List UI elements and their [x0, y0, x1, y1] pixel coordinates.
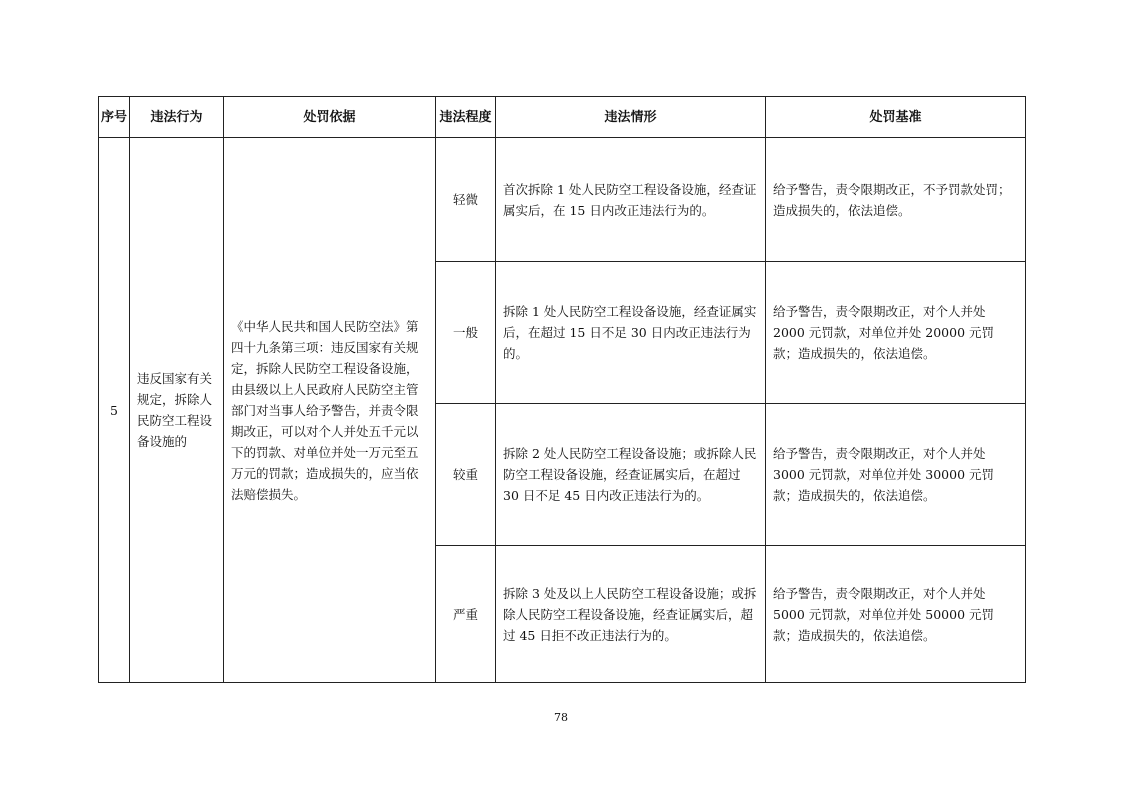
cell-seq: 5 — [99, 138, 130, 683]
cell-standard: 给予警告，责令限期改正，对个人并处 2000 元罚款，对单位并处 20000 元罚款；造成损失的，依法追偿。 — [766, 262, 1026, 404]
header-basis: 处罚依据 — [224, 97, 436, 138]
table-header-row — [99, 97, 1026, 138]
cell-degree: 轻微 — [436, 138, 496, 262]
cell-behavior: 违反国家有关规定，拆除人民防空工程设备设施的 — [130, 138, 224, 683]
page-number: 78 — [554, 711, 568, 724]
cell-situation: 首次拆除 1 处人民防空工程设备设施，经查证属实后，在 15 日内改正违法行为的。 — [496, 138, 766, 262]
header-behavior: 违法行为 — [130, 97, 224, 138]
header-seq: 序号 — [99, 97, 130, 138]
header-degree: 违法程度 — [436, 97, 496, 138]
penalty-standard-table — [98, 96, 1026, 683]
cell-situation: 拆除 3 处及以上人民防空工程设备设施；或拆除人民防空工程设备设施，经查证属实后，超过 45 日拒不改正违法行为的。 — [496, 546, 766, 683]
header-standard: 处罚基准 — [766, 97, 1026, 138]
cell-degree: 较重 — [436, 404, 496, 546]
cell-standard: 给予警告，责令限期改正，对个人并处 3000 元罚款，对单位并处 30000 元罚款；造成损失的，依法追偿。 — [766, 404, 1026, 546]
cell-standard: 给予警告，责令限期改正，不予罚款处罚；造成损失的，依法追偿。 — [766, 138, 1026, 262]
header-situation: 违法情形 — [496, 97, 766, 138]
cell-situation: 拆除 1 处人民防空工程设备设施，经查证属实后，在超过 15 日不足 30 日内改正违法行为的。 — [496, 262, 766, 404]
cell-degree: 严重 — [436, 546, 496, 683]
table-row — [99, 138, 1026, 262]
cell-standard: 给予警告，责令限期改正，对个人并处 5000 元罚款，对单位并处 50000 元罚款；造成损失的，依法追偿。 — [766, 546, 1026, 683]
cell-degree: 一般 — [436, 262, 496, 404]
cell-situation: 拆除 2 处人民防空工程设备设施；或拆除人民防空工程设备设施，经查证属实后，在超过 30 日不足 45 日内改正违法行为的。 — [496, 404, 766, 546]
cell-basis: 《中华人民共和国人民防空法》第四十九条第三项：违反国家有关规定，拆除人民防空工程设备设施，由县级以上人民政府人民防空主管部门对当事人给予警告，并责令限期改正，可以对个人并处五千元以下的罚款、对单位并处一万元至五万元的罚款；造成损失的，应当依法赔偿损失。 — [224, 138, 436, 683]
